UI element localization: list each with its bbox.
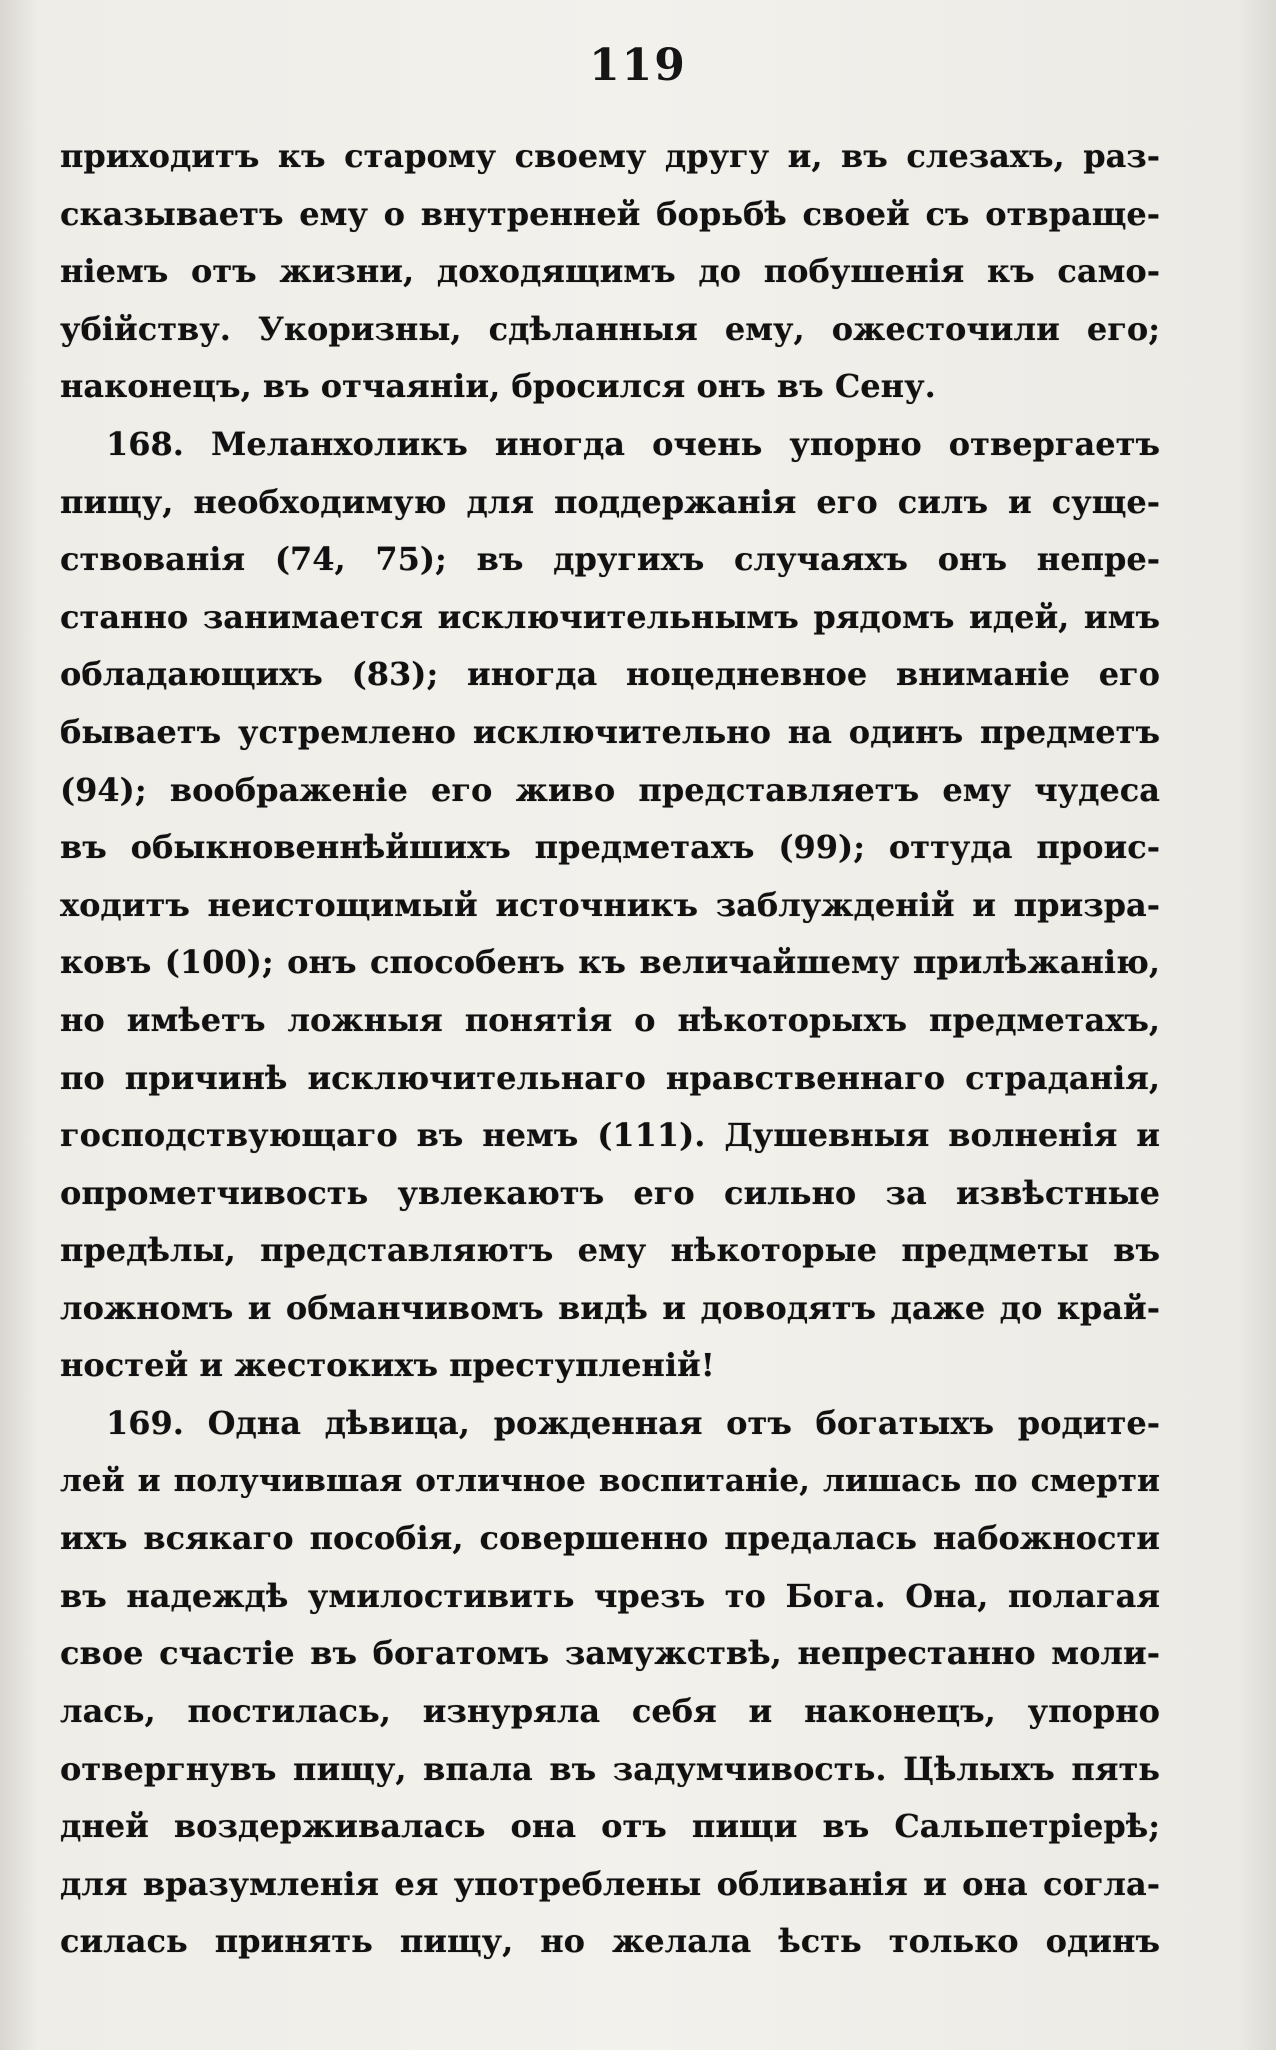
text-line: дней воздерживалась она отъ пищи въ Сальпетріерѣ; xyxy=(60,1807,1160,1846)
text-line: обладающихъ (83); иногда ноцедневное вниманіе его xyxy=(60,655,1160,694)
text-line: для вразумленія ея употреблены обливанія и она согла- xyxy=(60,1864,1160,1903)
text-line: приходитъ къ старому своему другу и, въ слезахъ, раз- xyxy=(60,137,1160,175)
text-line: сказываетъ ему о внутренней борьбѣ своей съ отвраще- xyxy=(60,194,1160,233)
text-line: ніемъ отъ жизни, доходящимъ до побушенія къ само- xyxy=(60,252,1160,291)
body-text xyxy=(60,128,1160,1971)
text-line: лась, постилась, изнуряла себя и наконецъ, упорно xyxy=(60,1692,1160,1731)
text-line: въ обыкновеннѣйшихъ предметахъ (99); оттуда проис- xyxy=(60,828,1160,867)
text-line: пищу, необходимую для поддержанія его силъ и суще- xyxy=(60,482,1160,521)
text-line: 168. Меланхоликъ иногда очень упорно отвергаетъ xyxy=(106,424,1160,463)
text-line: станно занимается исключительнымъ рядомъ идей, имъ xyxy=(60,597,1160,636)
text-line: въ надеждѣ умилостивить чрезъ то Бога. Она, полагая xyxy=(60,1576,1160,1615)
text-line: (94); воображеніе его живо представляетъ ему чудеса xyxy=(60,770,1160,809)
text-line: господствующаго въ немъ (111). Душевныя волненія и xyxy=(60,1116,1160,1155)
text-line: предѣлы, представляютъ ему нѣкоторые предметы въ xyxy=(60,1231,1160,1270)
text-line: ностей и жестокихъ преступленій! xyxy=(60,1346,715,1385)
text-line: наконецъ, въ отчаяніи, бросился онъ въ Сену. xyxy=(60,367,936,406)
text-line: лей и получившая отличное воспитаніе, лишась по смерти xyxy=(60,1462,1160,1499)
text-line: ковъ (100); онъ способенъ къ величайшему прилѣжанію, xyxy=(60,943,1160,982)
text-line: 169. Одна дѣвица, рожденная отъ богатыхъ родите- xyxy=(106,1404,1160,1443)
text-line: ихъ всякаго пособія, совершенно предалась набожности xyxy=(60,1519,1160,1558)
text-line: но имѣетъ ложныя понятія о нѣкоторыхъ предметахъ, xyxy=(60,1000,1160,1039)
page-number: 119 xyxy=(589,40,687,91)
text-line: ложномъ и обманчивомъ видѣ и доводятъ даже до край- xyxy=(60,1288,1160,1327)
text-line: бываетъ устремлено исключительно на одинъ предметъ xyxy=(60,712,1160,751)
text-line: силась принять пищу, но желала ѣсть только одинъ xyxy=(60,1922,1160,1961)
text-line: ствованія (74, 75); въ другихъ случаяхъ онъ непре- xyxy=(60,540,1160,579)
text-line: убійству. Укоризны, сдѣланныя ему, ожесточили его; xyxy=(60,309,1160,348)
text-line: отвергнувъ пищу, впала въ задумчивость. Цѣлыхъ пять xyxy=(60,1749,1160,1788)
text-line: опрометчивость увлекаютъ его сильно за извѣстные xyxy=(60,1173,1160,1212)
text-line: ходитъ неистощимый источникъ заблужденій и призра- xyxy=(60,885,1160,924)
text-line: по причинѣ исключительнаго нравственнаго страданія, xyxy=(60,1058,1160,1097)
text-line: свое счастіе въ богатомъ замужствѣ, непрестанно моли- xyxy=(60,1634,1160,1673)
